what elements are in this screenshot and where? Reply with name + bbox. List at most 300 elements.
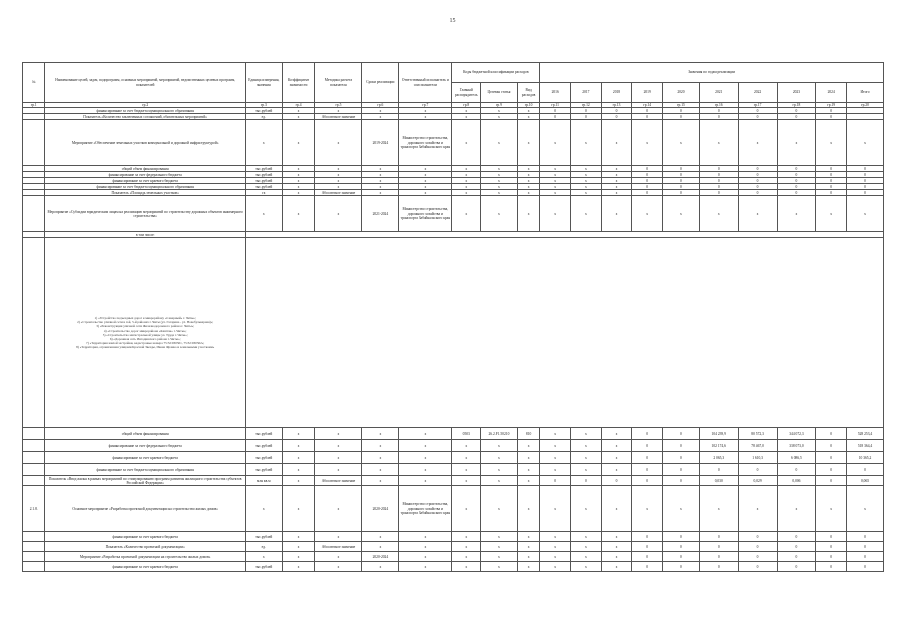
row-value: 0 [632, 452, 663, 464]
col-number: гр.14 [632, 103, 663, 108]
row-value: 104 239,9 [699, 428, 738, 440]
row-name: финансирование за счет краевого бюджета [45, 452, 245, 464]
header-values-group: Значения по годам реализации [540, 63, 884, 83]
row-value: 338 073,0 [777, 440, 816, 452]
col-number: гр.3 [245, 103, 282, 108]
row-value: 0 [699, 464, 738, 476]
table-cell: х [481, 542, 518, 552]
col-number: гр.9 [481, 103, 518, 108]
row-value: 0 [632, 476, 663, 486]
table-cell: х [601, 172, 632, 178]
header-codes-group: Коды бюджетной классификации расходов [452, 63, 540, 83]
row-value: 0 [816, 476, 847, 486]
col-number: гр.19 [816, 103, 847, 108]
table-cell: 0 [632, 172, 663, 178]
event-name: Мероприятие «Обеспечение земельных участков коммунальной и дорожной инфраструктурой» [45, 120, 245, 166]
table-cell: х [571, 562, 602, 572]
table-cell: х [399, 452, 452, 464]
objects-list: 1) «Устройство подъездных дорог к микрорайону «Северный» г. Читы»; 2) «Строительство уличной сети в 4-й, 5-й районах г. Читы (ул. Гагарина - ул. Новобульварная)»; 3) «Реконструкция уличной сети Железнодорожного района г. Читы»; 4) «Строительство дорог микрорайона «Каштак» г. Читы»; 5) «Строительство магистральной улицы ул. Труда г. Читы»; 6) «Дорожная сеть Ингодинского района г. Читы»; 7) «Территория жилой застройки, кадастровые номера 75:32:030501, 75:32:030502»; 8) «Территория, ограниченная улицами Красной Звезды, Ивана Франко и земельными участками» [45, 238, 245, 428]
table-cell: х [517, 166, 539, 172]
table-cell: х [540, 190, 571, 196]
row-value: 0 [632, 114, 663, 120]
table-cell: х [362, 190, 399, 196]
table-cell: 0 [699, 172, 738, 178]
table-cell: 0 [738, 552, 777, 562]
row-value: 0 [571, 476, 602, 486]
row-value: х [282, 108, 315, 114]
table-cell: 0 [738, 532, 777, 542]
row-value: х [452, 108, 481, 114]
header-code: Целевая статья [481, 83, 518, 103]
table-cell: х [601, 166, 632, 172]
row-code: х [481, 464, 518, 476]
table-cell: х [362, 464, 399, 476]
col-number: гр.20 [847, 103, 884, 108]
col-number: гр.16 [699, 103, 738, 108]
table-cell: х [282, 184, 315, 190]
table-cell: х [540, 172, 571, 178]
table-cell: х [601, 532, 632, 542]
row-value: 0 [816, 108, 847, 114]
table-cell [23, 476, 45, 486]
header-year: 2016 [540, 83, 571, 103]
row-value: х [571, 440, 602, 452]
table-cell: х [399, 166, 452, 172]
row-value: 0 [816, 440, 847, 452]
table-cell: 0 [777, 532, 816, 542]
row-value: х [540, 440, 571, 452]
table-row [23, 542, 884, 552]
row-value: 0 [632, 464, 663, 476]
table-cell: х [452, 542, 481, 552]
row-value: 0 [540, 108, 571, 114]
table-cell: 0 [847, 184, 884, 190]
table-cell [23, 552, 45, 562]
rows-block-1 [23, 108, 884, 120]
row-unit: тыс.рублей [245, 532, 282, 542]
table-cell: х [315, 562, 362, 572]
table-cell: х [399, 428, 452, 440]
row-name: Показатель «Количество проектной документации» [45, 542, 245, 552]
row-value: 0 [816, 452, 847, 464]
col-number: гр.11 [540, 103, 571, 108]
event-num: 2.1.8. [23, 486, 45, 532]
row-code: х [481, 440, 518, 452]
table-cell: 0 [699, 184, 738, 190]
table-cell: 0 [663, 184, 700, 190]
row-value: 0 [540, 114, 571, 120]
table-cell [23, 464, 45, 476]
row-code: х [452, 452, 481, 464]
table-cell: х [481, 178, 518, 184]
table-row [23, 428, 884, 440]
row-code: х [452, 476, 481, 486]
table-cell: х [282, 178, 315, 184]
table-cell: х [315, 440, 362, 452]
program-table [22, 62, 884, 572]
table-cell: 0 [663, 190, 700, 196]
row-value: 0 [632, 108, 663, 114]
row-code: х [517, 476, 539, 486]
row-unit: х [245, 552, 282, 562]
header-method: Методика расчета показателя [315, 63, 362, 103]
table-header-row [23, 63, 884, 83]
row-value: 0 [601, 114, 632, 120]
row-unit: тыс.рублей [245, 464, 282, 476]
table-cell: 0 [777, 166, 816, 172]
table-cell: х [362, 452, 399, 464]
table-cell: х [571, 166, 602, 172]
table-cell: х [282, 532, 315, 542]
row-value: 6 086,5 [777, 452, 816, 464]
row-unit: тыс.рублей [245, 108, 282, 114]
row-unit: тыс.рублей [245, 440, 282, 452]
row-value: 0 [632, 428, 663, 440]
row-value: х [571, 428, 602, 440]
table-cell: х [452, 190, 481, 196]
row-value: 80 572,3 [738, 428, 777, 440]
row-code: 26.2.F1.50210 [481, 428, 518, 440]
row-code: х [517, 440, 539, 452]
table-cell: 0 [663, 542, 700, 552]
table-cell: х [517, 532, 539, 542]
row-value: 0 [540, 476, 571, 486]
header-weight: Коэффициент значимости [282, 63, 315, 103]
table-row-event: Мероприятие «Обеспечение земельных участков коммунальной и дорожной инфраструктурой» х х х 2019-2024 Министерство строительства, дорожного хозяйства и транспорта Забайкальского края х х х х х х х х х х х х х [23, 120, 884, 166]
row-unit: тыс.рублей [245, 178, 282, 184]
row-unit: млн кв.м [245, 476, 282, 486]
row-value: 0 [777, 464, 816, 476]
table-cell: х [601, 190, 632, 196]
table-cell [23, 532, 45, 542]
row-value: 0 [738, 114, 777, 120]
row-value: Абсолютное значение [315, 114, 362, 120]
event-term: 2019-2024 [362, 120, 399, 166]
row-name: финансирование за счет федерального бюджета [45, 172, 245, 178]
table-cell: х [399, 440, 452, 452]
row-value: 344 072,3 [777, 428, 816, 440]
row-value: 0 [816, 428, 847, 440]
row-value: 0 [777, 108, 816, 114]
table-cell: х [601, 184, 632, 190]
table-cell: х [362, 476, 399, 486]
table-cell: 0 [816, 178, 847, 184]
row-unit: тыс.рублей [245, 166, 282, 172]
table-cell: х [282, 476, 315, 486]
table-cell: 0 [663, 178, 700, 184]
row-method: Абсолютное значение [315, 476, 362, 486]
table-cell: х [362, 542, 399, 552]
table-cell: х [452, 562, 481, 572]
row-code: х [517, 452, 539, 464]
col-number: гр.6 [362, 103, 399, 108]
header-executor: Ответственный исполнитель и соисполнители [399, 63, 452, 103]
row-value: 0 [571, 108, 602, 114]
table-cell: х [571, 184, 602, 190]
table-row [23, 464, 884, 476]
table-cell: 0 [632, 552, 663, 562]
row-name: финансирование за счет бюджета муниципального образования [45, 108, 245, 114]
table-cell: х [571, 190, 602, 196]
table-cell: х [282, 190, 315, 196]
row-unit: тыс.рублей [245, 452, 282, 464]
table-row [23, 476, 884, 486]
table-cell: 0 [632, 178, 663, 184]
table-cell: х [362, 184, 399, 190]
table-cell: 0 [632, 166, 663, 172]
table-cell: х [315, 532, 362, 542]
table-cell: х [540, 178, 571, 184]
col-number: гр.12 [571, 103, 602, 108]
row-name: общий объем финансирования [45, 428, 245, 440]
event-executor: Министерство строительства, дорожного хозяйства и транспорта Забайкальского края [399, 120, 452, 166]
header-year: 2019 [632, 83, 663, 103]
table-cell: 0 [847, 178, 884, 184]
table-cell: х [571, 542, 602, 552]
col-number: гр.5 [315, 103, 362, 108]
table-cell: 0 [663, 166, 700, 172]
table-cell: х [601, 552, 632, 562]
table-cell: х [517, 184, 539, 190]
table-cell: 0 [663, 172, 700, 178]
table-cell: х [362, 428, 399, 440]
row-value: 0,030 [699, 476, 738, 486]
table-cell: 0 [847, 532, 884, 542]
table-cell: х [452, 166, 481, 172]
table-cell: х [315, 464, 362, 476]
row-value: 10 365,2 [847, 452, 884, 464]
row-name: финансирование за счет краевого бюджета [45, 532, 245, 542]
header-num: № [23, 63, 45, 103]
table-cell: 0 [816, 184, 847, 190]
row-value: х [517, 114, 539, 120]
table-cell: 0 [699, 190, 738, 196]
table-cell: х [517, 562, 539, 572]
table-cell: х [540, 552, 571, 562]
in-total-label: в том числе: [45, 232, 245, 238]
table-cell: х [282, 452, 315, 464]
row-code: х [517, 464, 539, 476]
row-unit: га [245, 190, 282, 196]
rows-block-4 [23, 532, 884, 572]
col-number: гр.1 [23, 103, 45, 108]
row-value: 2 065,3 [699, 452, 738, 464]
row-value: 0 [816, 464, 847, 476]
row-value: х [517, 108, 539, 114]
table-cell: 0 [816, 166, 847, 172]
header-unit: Единица измерения, значения [245, 63, 282, 103]
table-cell: х [481, 166, 518, 172]
table-cell: х [452, 184, 481, 190]
table-cell [23, 562, 45, 572]
table-cell: х [315, 166, 362, 172]
table-cell: х [481, 190, 518, 196]
row-value: х [452, 114, 481, 120]
row-method: Абсолютное значение [315, 542, 362, 552]
header-year: 2022 [738, 83, 777, 103]
row-value: 0 [738, 108, 777, 114]
table-cell: х [362, 178, 399, 184]
row-name: Показатель «Ввод жилья в рамках мероприятий по стимулированию программ развития жилищного строительства субъектов Российской Федерации» [45, 476, 245, 486]
row-value: 0,029 [738, 476, 777, 486]
table-cell: х [362, 562, 399, 572]
table-cell: х [362, 166, 399, 172]
table-cell: х [571, 552, 602, 562]
row-value: 0 [663, 428, 700, 440]
table-cell: 0 [632, 532, 663, 542]
row-value: х [601, 440, 632, 452]
row-value: х [399, 108, 452, 114]
row-value: 0 [663, 464, 700, 476]
table-cell: х [601, 562, 632, 572]
row-value: х [601, 464, 632, 476]
header-year: 2023 [777, 83, 816, 103]
row-value: 0,065 [847, 476, 884, 486]
table-cell: 0 [777, 190, 816, 196]
table-cell: 0 [847, 562, 884, 572]
table-cell: 0 [816, 190, 847, 196]
table-cell: х [452, 172, 481, 178]
table-cell: х [540, 532, 571, 542]
table-row [23, 552, 884, 562]
table-cell: х [315, 184, 362, 190]
table-cell: х [282, 440, 315, 452]
table-cell: 0 [816, 562, 847, 572]
row-value: 0 [663, 108, 700, 114]
table-cell: 0 [777, 184, 816, 190]
row-value: 518 364,4 [847, 440, 884, 452]
table-cell: х [517, 190, 539, 196]
row-value: х [540, 428, 571, 440]
table-cell [23, 440, 45, 452]
table-cell: 0 [777, 562, 816, 572]
table-cell: х [282, 562, 315, 572]
rows-block-3 [23, 428, 884, 486]
row-value: х [481, 108, 518, 114]
row-value: 0 [738, 464, 777, 476]
table-cell [23, 428, 45, 440]
row-value: 0 [847, 464, 884, 476]
table-cell: х [399, 178, 452, 184]
table-cell: 0 [847, 552, 884, 562]
row-code: 810 [517, 428, 539, 440]
table-cell: 0 [632, 542, 663, 552]
table-cell: 0 [777, 178, 816, 184]
page-number: 15 [449, 18, 456, 24]
event-term: 2020-2024 [362, 486, 399, 532]
table-cell: 0 [847, 542, 884, 552]
row-value: х [601, 452, 632, 464]
table-cell [23, 452, 45, 464]
table-row [23, 532, 884, 542]
table-cell: 0 [777, 552, 816, 562]
row-value: 0,006 [777, 476, 816, 486]
table-cell: х [517, 542, 539, 552]
row-value: х [362, 108, 399, 114]
event-name: Мероприятие «Субсидии юридическим лицам на реализацию мероприятий по строительству дорожных объектов инженерного строительства» [45, 196, 245, 232]
header-year: 2020 [663, 83, 700, 103]
row-unit: тыс.рублей [245, 184, 282, 190]
table-cell: х [282, 552, 315, 562]
table-cell: х [481, 532, 518, 542]
table-cell: 0 [699, 178, 738, 184]
table-cell: 0 [738, 166, 777, 172]
row-value: 0 [571, 114, 602, 120]
table-cell: 0 [738, 542, 777, 552]
row-name: общий объем финансирования [45, 166, 245, 172]
table-cell: 0 [847, 166, 884, 172]
row-name: финансирование за счет федерального бюджета [45, 440, 245, 452]
header-year: 2021 [699, 83, 738, 103]
table-cell: 0 [738, 178, 777, 184]
rows-block-2 [23, 166, 884, 196]
row-value: 0 [777, 114, 816, 120]
row-name: Показатель «Площадь земельных участков» [45, 190, 245, 196]
table-row-list [23, 238, 884, 428]
table-cell: 0 [816, 552, 847, 562]
event-executor: Министерство строительства, дорожного хозяйства и транспорта Забайкальского края [399, 486, 452, 532]
table-cell: 0 [847, 190, 884, 196]
table-cell: 0 [632, 190, 663, 196]
row-value: 0 [663, 452, 700, 464]
row-name: Показатель «Количество заключенных соглашений, обязательных мероприятий» [45, 114, 245, 120]
table-cell: х [517, 552, 539, 562]
table-row [23, 440, 884, 452]
table-cell: 0 [816, 542, 847, 552]
row-value: х [571, 464, 602, 476]
table-cell: х [399, 542, 452, 552]
col-number: гр.2 [45, 103, 245, 108]
header-year: 2017 [571, 83, 602, 103]
row-value: 0 [699, 114, 738, 120]
row-term: 2020-2024 [362, 552, 399, 562]
table-cell: х [601, 178, 632, 184]
table-cell: х [282, 542, 315, 552]
table-cell: 0 [738, 562, 777, 572]
table-cell: х [452, 178, 481, 184]
row-unit: тыс.рублей [245, 172, 282, 178]
table-cell: х [399, 190, 452, 196]
row-unit: ед. [245, 542, 282, 552]
row-value: х [315, 108, 362, 114]
row-name: финансирование за счет краевого бюджета [45, 178, 245, 184]
table-cell: 0 [816, 532, 847, 542]
table-cell [23, 542, 45, 552]
header-term: Сроки реализации [362, 63, 399, 103]
header-name: Наименование целей, задач, подпрограмм, основных мероприятий, мероприятий, ведомственных целевых программ, показателей [45, 63, 245, 103]
table-cell: 0 [738, 190, 777, 196]
table-cell: х [362, 440, 399, 452]
table-cell: х [571, 532, 602, 542]
table-cell: х [315, 428, 362, 440]
table-cell: х [540, 542, 571, 552]
table-cell: 0 [699, 562, 738, 572]
col-number: гр.17 [738, 103, 777, 108]
table-cell: х [362, 172, 399, 178]
header-year: Итого [847, 83, 884, 103]
row-code: х [452, 440, 481, 452]
row-unit: тыс.рублей [245, 562, 282, 572]
event-term: 2021-2024 [362, 196, 399, 232]
table-cell: х [282, 464, 315, 476]
table-cell: 0 [663, 562, 700, 572]
row-value: х [601, 428, 632, 440]
header-code: Главный распорядитель [452, 83, 481, 103]
col-number: гр.15 [663, 103, 700, 108]
table-cell: х [540, 184, 571, 190]
col-number: гр.13 [601, 103, 632, 108]
row-value: 0 [663, 114, 700, 120]
